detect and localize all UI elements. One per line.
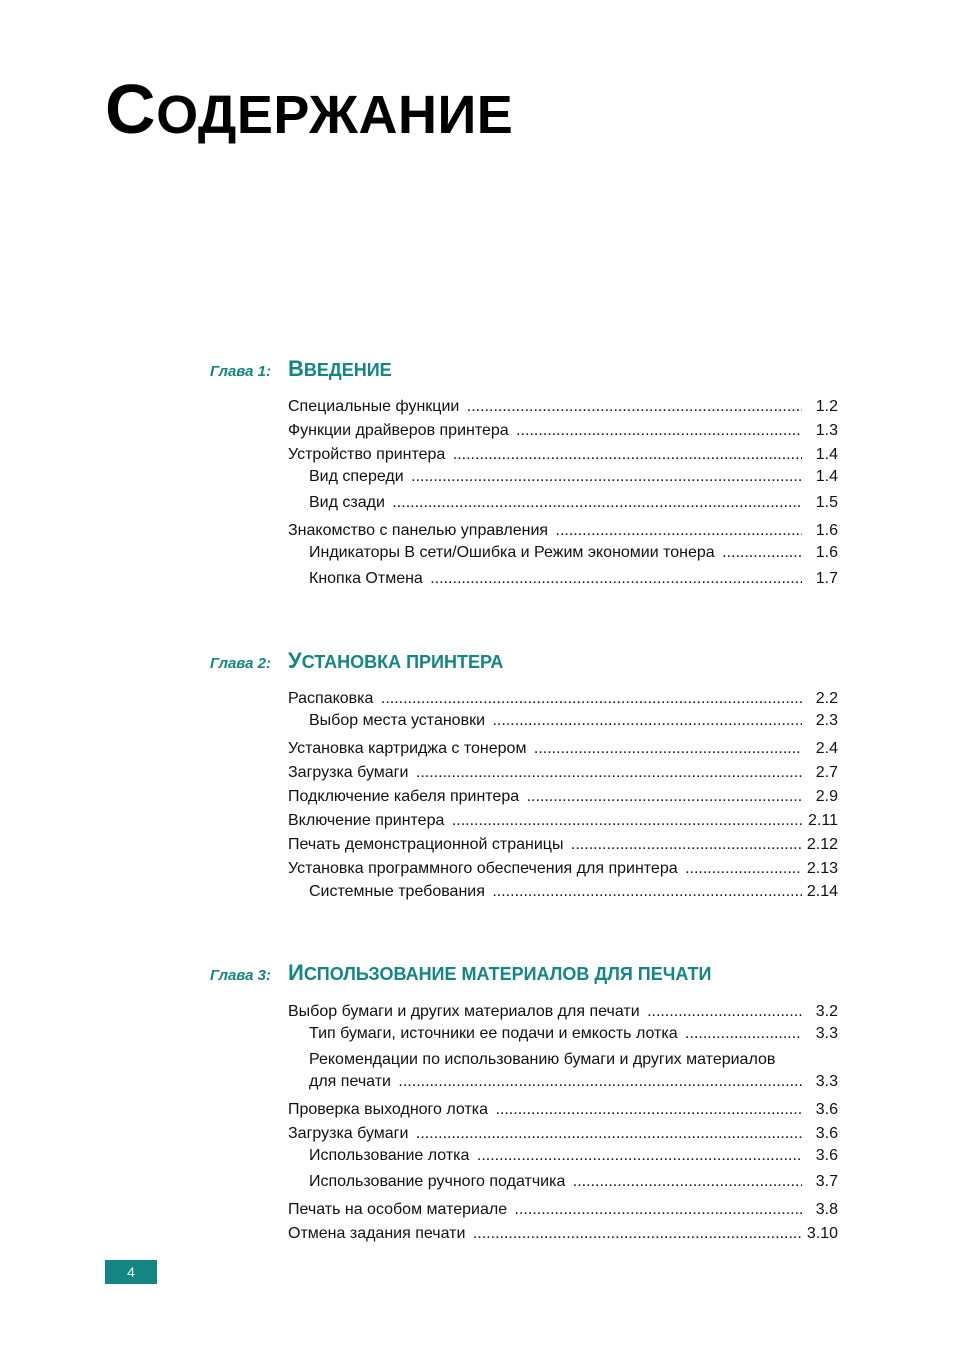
chapter-3-heading	[0, 954, 954, 986]
toc-page: 3.8	[812, 1199, 838, 1221]
toc-entry[interactable]: Печать на особом материале ..... 3.8	[288, 1199, 838, 1221]
toc-page: 2.7	[812, 762, 838, 784]
toc-page: 3.2	[812, 1001, 838, 1023]
toc-subentry[interactable]: Вид сзади ..... 1.5	[309, 492, 838, 514]
toc-page: 1.6	[812, 542, 838, 564]
toc-entry[interactable]: Знакомство с панелью управления ..... 1.6	[288, 520, 838, 542]
chapter-title: ИСПОЛЬЗОВАНИЕ МАТЕРИАЛОВ ДЛЯ ПЕЧАТИ	[288, 960, 712, 985]
toc-page: 2.11	[804, 810, 838, 832]
toc-page: 3.7	[812, 1171, 838, 1193]
chapter-label: Глава 3:	[210, 967, 272, 984]
toc-subentry[interactable]: Системные требования ..... 2.14	[309, 881, 838, 903]
toc-subentry[interactable]: для печати ..... 3.3	[309, 1071, 838, 1093]
toc-page: 1.6	[812, 520, 838, 542]
toc-subentry[interactable]: Индикаторы В сети/Ошибка и Режим экономии тонера ..... 1.6	[309, 542, 838, 564]
toc-page: 3.6	[812, 1099, 838, 1121]
chapter-label: Глава 2:	[210, 655, 272, 672]
toc-page: 3.10	[803, 1223, 838, 1245]
chapter-2-heading	[0, 642, 954, 674]
toc-page: 3.6	[812, 1123, 838, 1145]
toc-entry[interactable]: Функции драйверов принтера ..... 1.3	[288, 420, 838, 442]
toc-page: 2.2	[812, 688, 838, 710]
chapter-1-heading	[0, 350, 954, 382]
page-number-badge: 4	[105, 1260, 157, 1284]
toc-entry[interactable]: Печать демонстрационной страницы ..... 2.12	[288, 834, 838, 856]
toc-entry[interactable]: Устройство принтера ..... 1.4	[288, 444, 838, 466]
toc-page: 2.3	[812, 710, 838, 732]
toc-page: 3.3	[812, 1071, 838, 1093]
toc-page: 2.4	[812, 738, 838, 760]
toc-entry[interactable]: Установка программного обеспечения для принтера ..... 2.13	[288, 858, 838, 880]
toc-subentry[interactable]: Использование ручного податчика ..... 3.7	[309, 1171, 838, 1193]
title-rest: ОДЕРЖАНИЕ	[156, 85, 514, 145]
toc-page: 3.3	[812, 1023, 838, 1045]
chapter-label: Глава 1:	[210, 363, 272, 380]
toc-page: 1.7	[812, 568, 838, 590]
toc-page: 1.3	[812, 420, 838, 442]
toc-page: 1.5	[812, 492, 838, 514]
chapter-title: УСТАНОВКА ПРИНТЕРА	[288, 648, 504, 673]
toc-page: 1.4	[812, 444, 838, 466]
chapter-title: ВВЕДЕНИЕ	[288, 356, 392, 381]
page-title	[105, 70, 514, 148]
toc-entry[interactable]: Отмена задания печати ..... 3.10	[288, 1223, 838, 1245]
toc-entry[interactable]: Загрузка бумаги ..... 2.7	[288, 762, 838, 784]
toc-page: 1.2	[812, 396, 838, 418]
toc-subentry-line[interactable]: Рекомендации по использованию бумаги и других материалов	[309, 1051, 776, 1068]
toc-subentry[interactable]: Выбор места установки ..... 2.3	[309, 710, 838, 732]
toc-entry[interactable]: Подключение кабеля принтера ..... 2.9	[288, 786, 838, 808]
title-initial: С	[105, 70, 157, 148]
toc-entry[interactable]: Специальные функции ..... 1.2	[288, 396, 838, 418]
toc-subentry[interactable]: Вид спереди ..... 1.4	[309, 466, 838, 488]
toc-page: 3.6	[812, 1145, 838, 1167]
toc-page: 2.12	[803, 834, 838, 856]
toc-page: 1.4	[812, 466, 838, 488]
toc-entry[interactable]: Выбор бумаги и других материалов для печати ..... 3.2	[288, 1001, 838, 1023]
toc-subentry[interactable]: Использование лотка ..... 3.6	[309, 1145, 838, 1167]
toc-subentry[interactable]: Тип бумаги, источники ее подачи и емкость лотка ..... 3.3	[309, 1023, 838, 1045]
toc-subentry[interactable]: Кнопка Отмена ..... 1.7	[309, 568, 838, 590]
toc-page: 2.13	[803, 858, 838, 880]
toc-entry[interactable]: Включение принтера ..... 2.11	[288, 810, 838, 832]
toc-entry[interactable]: Распаковка ..... 2.2	[288, 688, 838, 710]
toc-page: 2.9	[812, 786, 838, 808]
toc-page: 2.14	[803, 881, 838, 903]
toc-entry[interactable]: Проверка выходного лотка ..... 3.6	[288, 1099, 838, 1121]
toc-entry[interactable]: Установка картриджа с тонером ..... 2.4	[288, 738, 838, 760]
toc-entry[interactable]: Загрузка бумаги ..... 3.6	[288, 1123, 838, 1145]
